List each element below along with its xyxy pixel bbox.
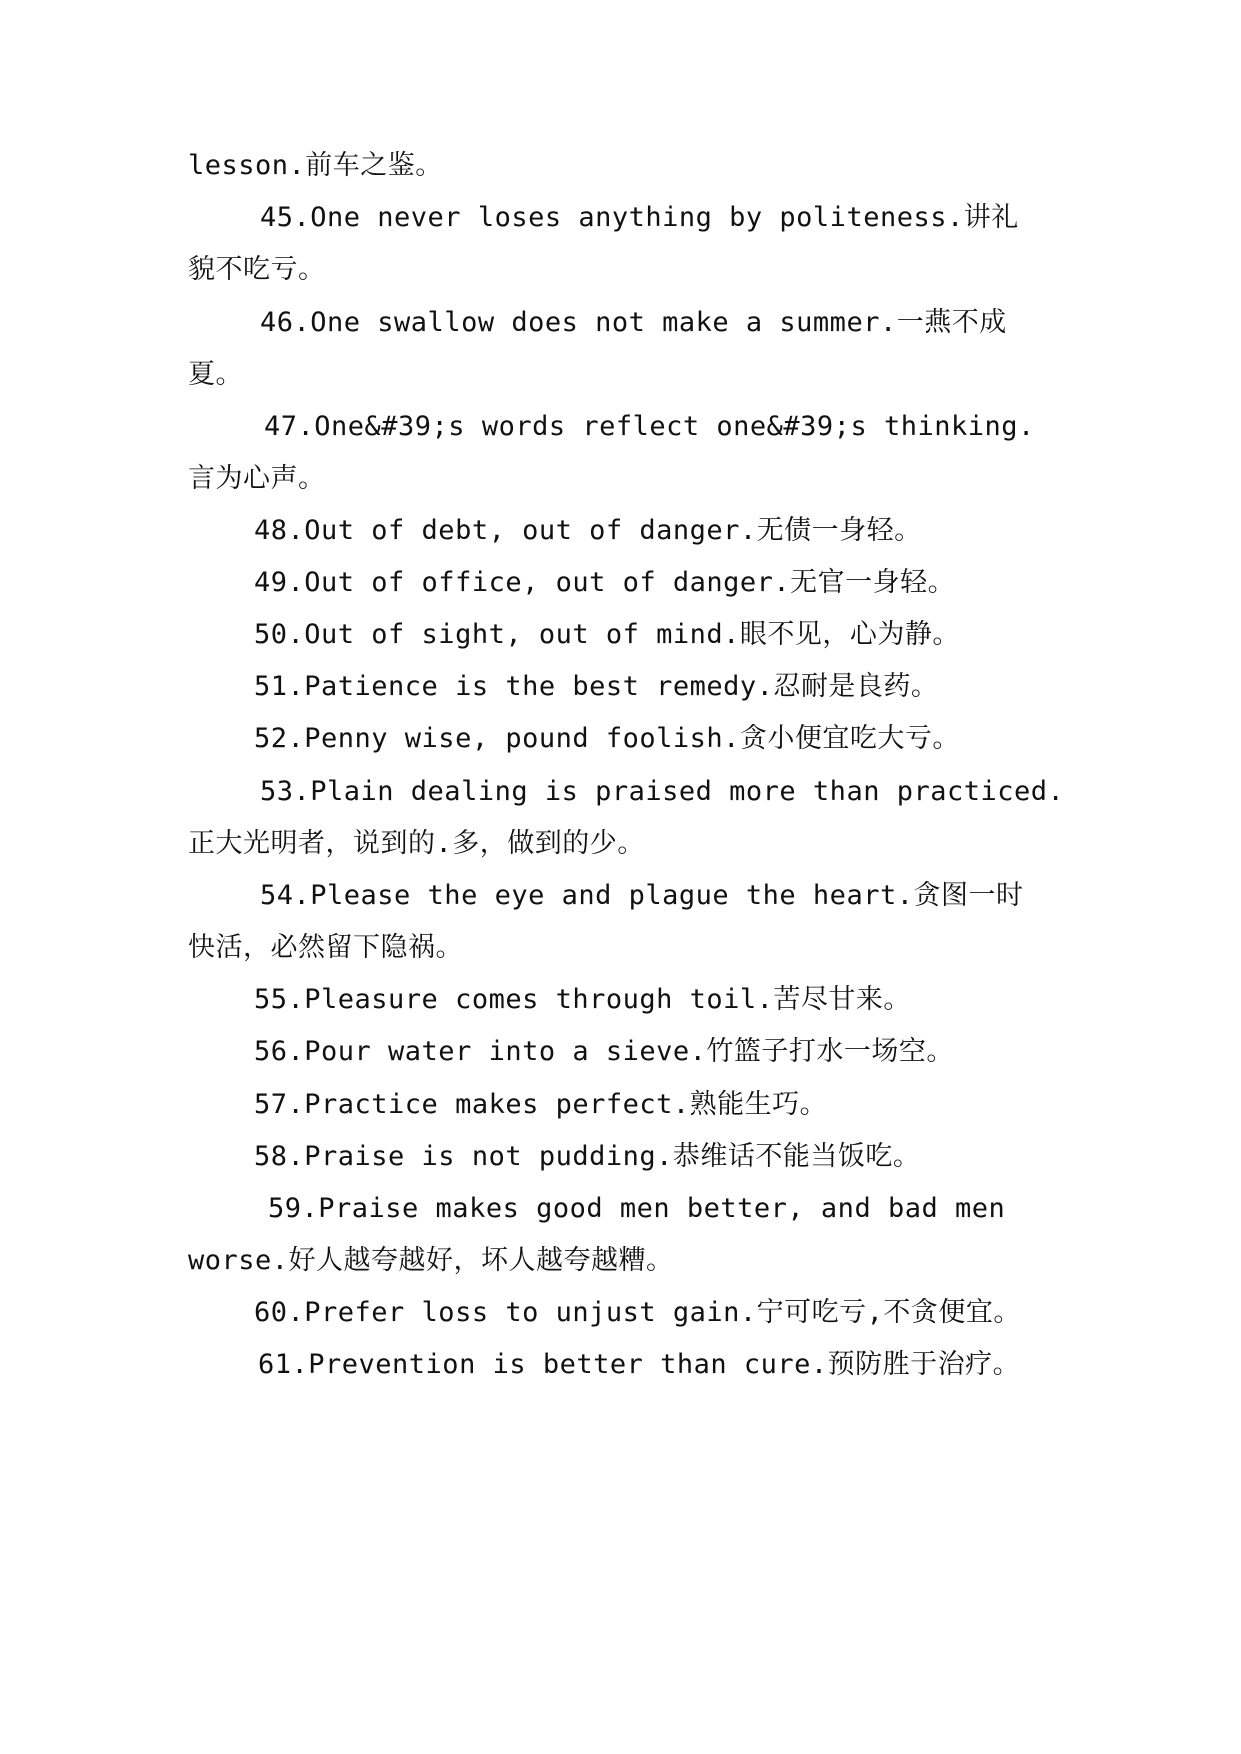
proverb-47-continuation: 言为心声。 [188, 463, 326, 494]
proverb-60: 60.Prefer loss to unjust gain.宁可吃亏,不贪便宜。 [254, 1297, 1021, 1328]
proverb-59: 59.Praise makes good men better, and bad men [268, 1193, 1006, 1224]
proverb-58: 58.Praise is not pudding.恭维话不能当饭吃。 [254, 1141, 921, 1172]
proverb-57: 57.Practice makes perfect.熟能生巧。 [254, 1089, 828, 1120]
proverb-54: 54.Please the eye and plague the heart.贪图一时 [260, 880, 1024, 911]
proverb-48: 48.Out of debt, out of danger.无债一身轻。 [254, 515, 922, 546]
text-line-continuation-44: lesson.前车之鉴。 [188, 150, 443, 181]
proverb-45: 45.One never loses anything by politeness.讲礼 [260, 202, 1019, 233]
proverb-53: 53.Plain dealing is praised more than practiced. [260, 776, 1065, 807]
proverb-52: 52.Penny wise, pound foolish.贪小便宜吃大亏。 [254, 723, 960, 754]
proverb-59-continuation: worse.好人越夸越好，坏人越夸越糟。 [188, 1245, 674, 1276]
proverb-46-continuation: 夏。 [188, 359, 243, 390]
proverb-53-continuation: 正大光明者，说到的.多，做到的少。 [188, 828, 645, 859]
proverb-45-continuation: 貌不吃亏。 [188, 254, 326, 285]
proverb-56: 56.Pour water into a sieve.竹篮子打水一场空。 [254, 1036, 954, 1067]
proverb-47: 47.One&#39;s words reflect one&#39;s thinking. [264, 411, 1035, 442]
proverb-55: 55.Pleasure comes through toil.苦尽甘来。 [254, 984, 911, 1015]
proverb-51: 51.Patience is the best remedy.忍耐是良药。 [254, 671, 939, 702]
proverb-61: 61.Prevention is better than cure.预防胜于治疗。 [258, 1349, 1021, 1380]
proverb-49: 49.Out of office, out of danger.无官一身轻。 [254, 567, 956, 598]
proverb-54-continuation: 快活，必然留下隐祸。 [188, 932, 463, 963]
proverb-46: 46.One swallow does not make a summer.一燕不成 [260, 307, 1007, 338]
proverb-50: 50.Out of sight, out of mind.眼不见，心为静。 [254, 619, 960, 650]
